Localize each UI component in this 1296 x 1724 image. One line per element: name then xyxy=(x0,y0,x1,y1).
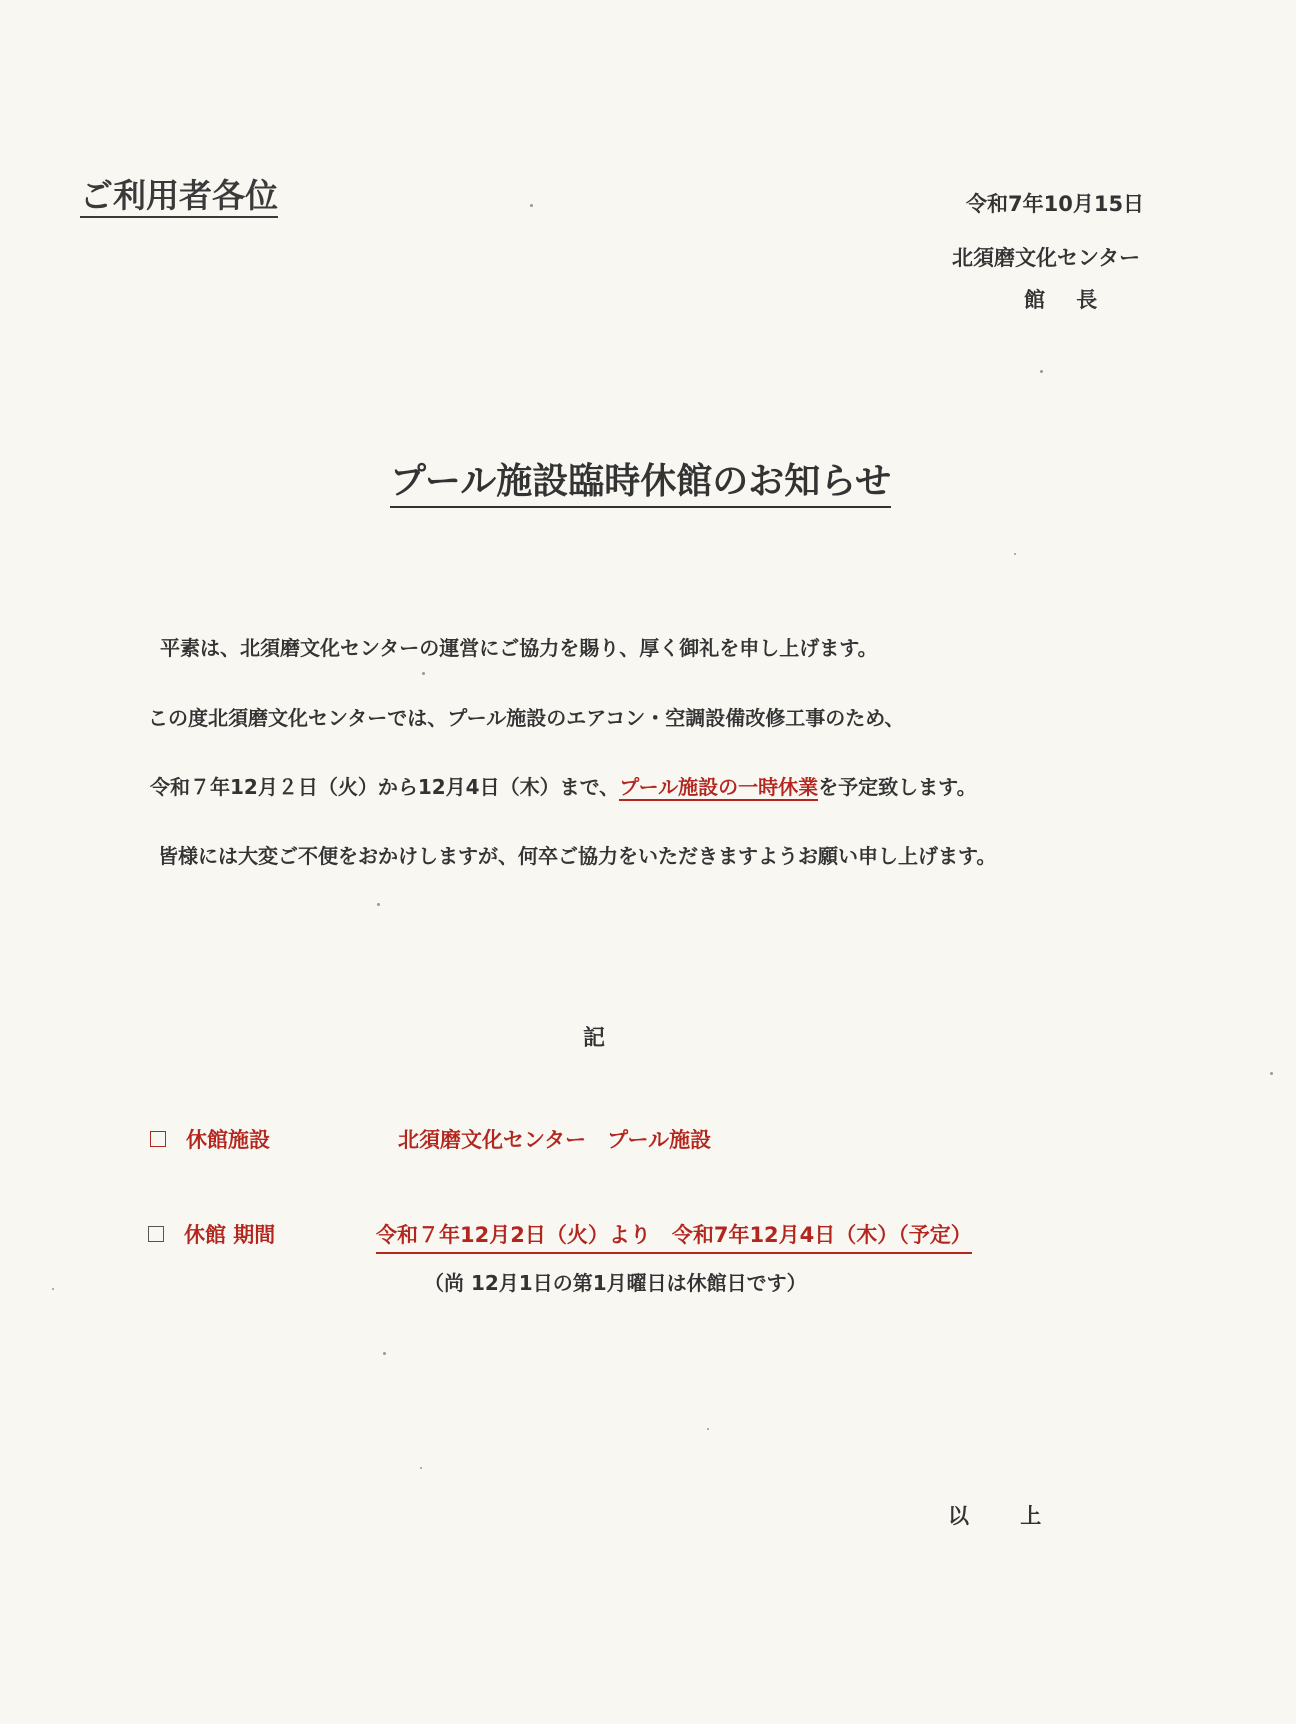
paper-speck xyxy=(422,672,425,675)
body-line-3-post: を予定致します。 xyxy=(818,775,977,799)
period-value: 令和７年12月2日（火）より 令和7年12月4日（木）（予定） xyxy=(376,1219,972,1254)
closure-note: （尚 12月1日の第1月曜日は休館日です） xyxy=(424,1271,807,1295)
period-label: 休館 期間 xyxy=(184,1223,276,1247)
paper-speck xyxy=(707,1428,709,1430)
body-line-4: 皆様には大変ご不便をおかけしますが、何卒ご協力をいただきますようお願い申し上げます。 xyxy=(158,844,997,868)
body-line-2: この度北須磨文化センターでは、プール施設のエアコン・空調設備改修工事のため、 xyxy=(148,706,905,730)
facility-value: 北須磨文化センター プール施設 xyxy=(398,1128,712,1152)
paper-speck xyxy=(383,1352,386,1355)
issue-date: 令和7年10月15日 xyxy=(966,192,1145,216)
period-row xyxy=(148,1219,275,1249)
checkbox-icon xyxy=(148,1226,164,1242)
body-line-3 xyxy=(150,771,977,800)
facility-row xyxy=(150,1124,270,1154)
paper-speck xyxy=(530,204,533,207)
paper-speck xyxy=(420,1467,422,1469)
notice-title: プール施設臨時休館のお知らせ xyxy=(390,462,891,508)
ki-heading: 記 xyxy=(583,1026,606,1051)
organization-name: 北須磨文化センター xyxy=(952,246,1141,270)
paper-speck xyxy=(1270,1072,1273,1075)
body-line-3-pre: 令和７年12月２日（火）から12月4日（木）まで、 xyxy=(150,775,620,799)
body-line-1: 平素は、北須磨文化センターの運営にご協力を賜り、厚く御礼を申し上げます。 xyxy=(160,636,878,660)
paper-speck xyxy=(52,1288,54,1290)
sender-title: 館 長 xyxy=(1024,288,1110,312)
paper-speck xyxy=(377,903,380,906)
facility-label: 休館施設 xyxy=(186,1128,270,1152)
addressee: ご利用者各位 xyxy=(80,178,278,218)
checkbox-icon xyxy=(150,1131,166,1147)
closing-mark: 以 上 xyxy=(948,1504,1064,1528)
paper-speck xyxy=(1014,553,1016,555)
paper-speck xyxy=(1040,370,1043,373)
closure-highlight: プール施設の一時休業 xyxy=(619,775,819,799)
